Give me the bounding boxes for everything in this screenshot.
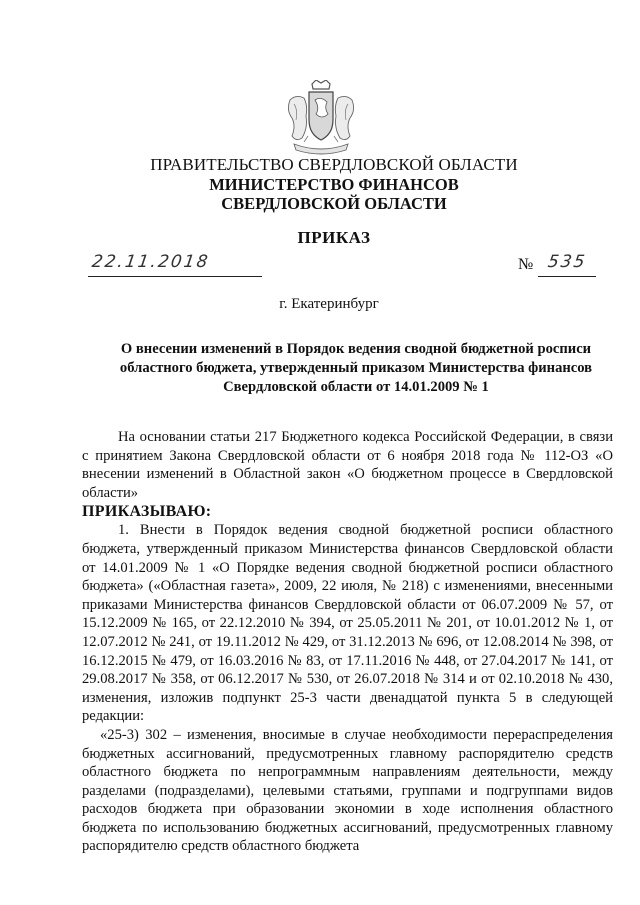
- order-date-field: [88, 254, 262, 277]
- order-number-block: [518, 254, 598, 276]
- subject-line: Свердловской области от 14.01.2009 № 1: [223, 379, 489, 395]
- number-sign: №: [518, 256, 534, 273]
- coat-of-arms-icon: [284, 80, 358, 156]
- order-number: 535: [546, 252, 588, 272]
- order-number-field: [538, 254, 596, 277]
- ministry-name-line2: СВЕРДЛОВСКОЙ ОБЛАСТИ: [221, 194, 447, 213]
- document-type-title: ПРИКАЗ: [297, 228, 371, 247]
- item-1-paragraph: 1. Внести в Порядок ведения сводной бюджетной росписи областного бюджета, утвержденный приказом Министерства финансов Свердловской области от 14.01.2009 № 1 «О Порядке ведения сводной бюджетной росписи областного бюджета» («Областная газета», 2009, 22 июля, № 218) с изменениями, внесенными приказами Министерства финансов Свердловской области от 06.07.2009 № 57, от 15.12.2009 № 165, от 22.12.2010 № 394, от 25.05.2011 № 201, от 10.01.2012 № 1, от 12.07.2012 № 241, от 19.11.2012 № 429, от 31.12.2013 № 696, от 12.08.2014 № 398, от 16.12.2015 № 479, от 16.03.2016 № 83, от 17.11.2016 № 448, от 27.04.2017 № 141, от 29.08.2017 № 358, от 06.12.2017 № 530, от 26.07.2018 № 314 и от 02.10.2018 № 430, изменения, изложив подпункт 25-3 части двенадцатой пункта 5 в следующей редакции:: [82, 522, 613, 725]
- order-subject: [96, 340, 616, 397]
- ministry-name-line1: МИНИСТЕРСТВО ФИНАНСОВ: [209, 175, 459, 194]
- issue-city: г. Екатеринбург: [279, 296, 379, 312]
- order-verb: ПРИКАЗЫВАЮ:: [82, 503, 212, 521]
- subject-line: областного бюджета, утвержденный приказом Министерства финансов: [119, 360, 593, 376]
- subpoint-paragraph: «25-3) 302 – изменения, вносимые в случае необходимости перераспределения бюджетных ассигнований, предусмотренных главному распорядителю средств областного бюджета по непрограммным направлениям деятельности, между разделами (подразделами), целевыми статьями, группами и подгруппами видов расходов бюджета при образовании экономии в ходе исполнения областного бюджета по использованию бюджетных ассигнований, предусмотренных главному распорядителю средств областного бюджета: [82, 726, 613, 855]
- subject-line: О внесении изменений в Порядок ведения сводной бюджетной росписи: [120, 341, 592, 357]
- government-name: ПРАВИТЕЛЬСТВО СВЕРДЛОВСКОЙ ОБЛАСТИ: [150, 155, 518, 174]
- issuer-header: [0, 154, 640, 213]
- order-date: 22.11.2018: [90, 252, 211, 272]
- preamble-paragraph: На основании статьи 217 Бюджетного кодекса Российской Федерации, в связи с принятием Закона Свердловской области от 6 ноября 2018 года № 112-ОЗ «О внесении изменений в Областной закон «О бюджетном процессе в Свердловской области»: [82, 429, 613, 501]
- order-body: [82, 428, 613, 856]
